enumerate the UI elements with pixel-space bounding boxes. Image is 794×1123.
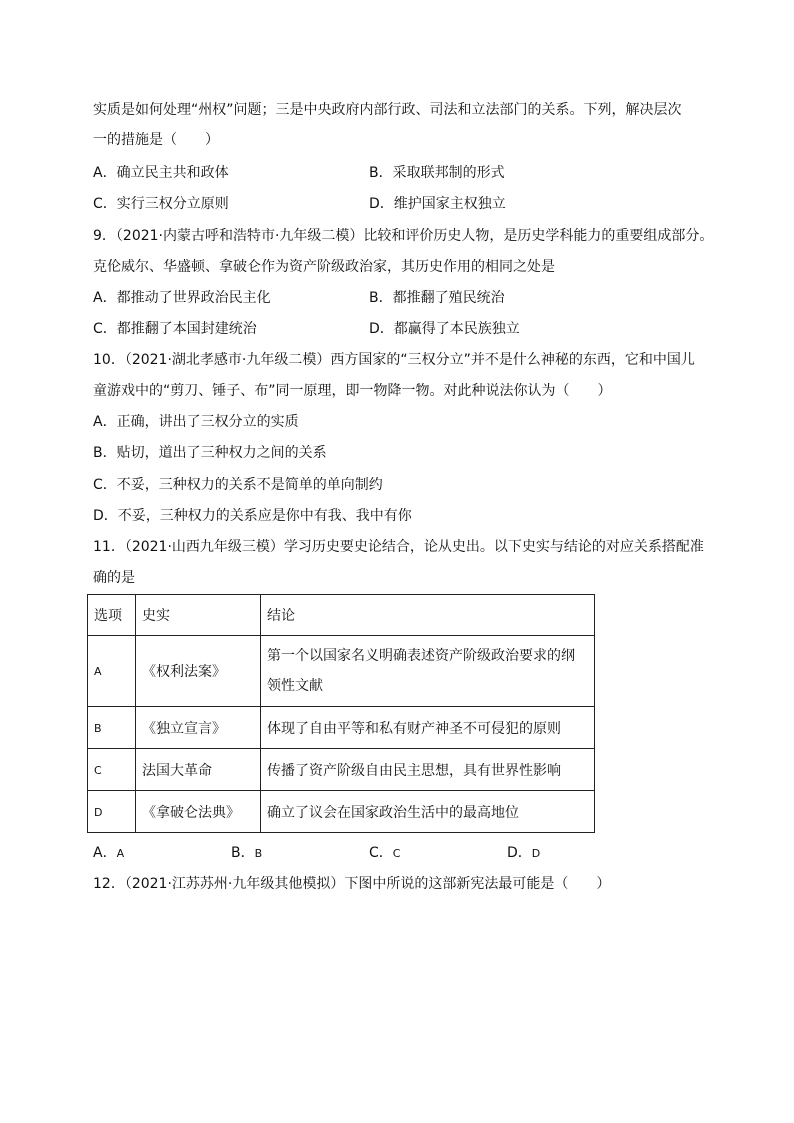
q9-option-a: A．都推动了世界政治民主化 [93, 290, 271, 306]
q10-option-a: A．正确，讲出了三权分立的实质 [93, 414, 299, 430]
q10-option-d: D．不妥，三种权力的关系应是你中有我、我中有你 [93, 508, 412, 524]
q9-option-b: B．都推翻了殖民统治 [369, 290, 505, 306]
q9-stem-line-2: 克伦威尔、华盛顿、拿破仑作为资产阶级政治家，其历史作用的相同之处是 [93, 259, 555, 275]
conclusion-line-1: 第一个以国家名义明确表述资产阶级政治要求的纲 [267, 648, 575, 664]
q11-option-b: B．B [231, 845, 263, 861]
q10-option-c: C．不妥，三种权力的关系不是简单的单向制约 [93, 477, 383, 493]
table-row [88, 791, 595, 833]
q11-option-c: C．C [369, 845, 401, 861]
intro-line-1: 实质是如何处理“州权”问题；三是中央政府内部行政、司法和立法部门的关系。下列，解决层次 [93, 102, 682, 118]
q10-stem-line-1: 10．（2021·湖北孝感市·九年级二模）西方国家的“三权分立”并不是什么神秘的东西，它和中国儿 [93, 352, 695, 368]
q11-option-a: A．A [93, 845, 125, 861]
table-cell-fact: 《权利法案》 [136, 636, 261, 707]
table-cell-fact: 法国大革命 [136, 749, 261, 791]
q8-option-d: D．维护国家主权独立 [369, 196, 506, 212]
table-cell-conclusion: 确立了议会在国家政治生活中的最高地位 [261, 791, 595, 833]
table-cell-option: A [88, 636, 136, 707]
q9-option-d: D．都赢得了本民族独立 [369, 321, 520, 337]
q9-stem-line-1: 9．（2021·内蒙古呼和浩特市·九年级二模）比较和评价历史人物，是历史学科能力的重要组成部分。 [93, 228, 714, 244]
intro-line-2: 一的措施是（ ） [93, 132, 219, 148]
table-row [88, 636, 595, 707]
q8-option-a: A．确立民主共和政体 [93, 165, 229, 181]
table-row [88, 749, 595, 791]
table-cell-conclusion: 体现了自由平等和私有财产神圣不可侵犯的原则 [261, 707, 595, 749]
table-cell-fact: 《拿破仑法典》 [136, 791, 261, 833]
q11-stem-line-1: 11．（2021·山西九年级三模）学习历史要史论结合，论从史出。以下史实与结论的对应关系搭配准 [93, 539, 704, 555]
q10-option-b: B．贴切，道出了三种权力之间的关系 [93, 445, 327, 461]
table-header-row [88, 595, 595, 636]
q8-option-b: B．采取联邦制的形式 [369, 165, 505, 181]
table-cell-fact: 《独立宣言》 [136, 707, 261, 749]
q11-table [87, 594, 595, 833]
table-cell-conclusion: 传播了资产阶级自由民主思想，具有世界性影响 [261, 749, 595, 791]
table-cell-conclusion [261, 636, 595, 707]
table-header-cell: 选项 [88, 595, 136, 636]
table-row [88, 707, 595, 749]
q10-stem-line-2: 童游戏中的“剪刀、锤子、布”同一原理，即一物降一物。对此种说法你认为（ ） [93, 383, 612, 399]
q8-option-c: C．实行三权分立原则 [93, 196, 229, 212]
table-cell-option: C [88, 749, 136, 791]
q9-option-c: C．都推翻了本国封建统治 [93, 321, 257, 337]
table-cell-option: D [88, 791, 136, 833]
conclusion-line-2: 领性文献 [267, 678, 323, 694]
table-cell-option: B [88, 707, 136, 749]
q11-option-d: D．D [507, 845, 541, 861]
q12-stem-line-1: 12．（2021·江苏苏州·九年级其他模拟）下图中所说的这部新宪法最可能是（ ） [93, 876, 611, 892]
table-header-cell: 结论 [261, 595, 595, 636]
table-header-cell: 史实 [136, 595, 261, 636]
q11-stem-line-2: 确的是 [93, 570, 135, 586]
